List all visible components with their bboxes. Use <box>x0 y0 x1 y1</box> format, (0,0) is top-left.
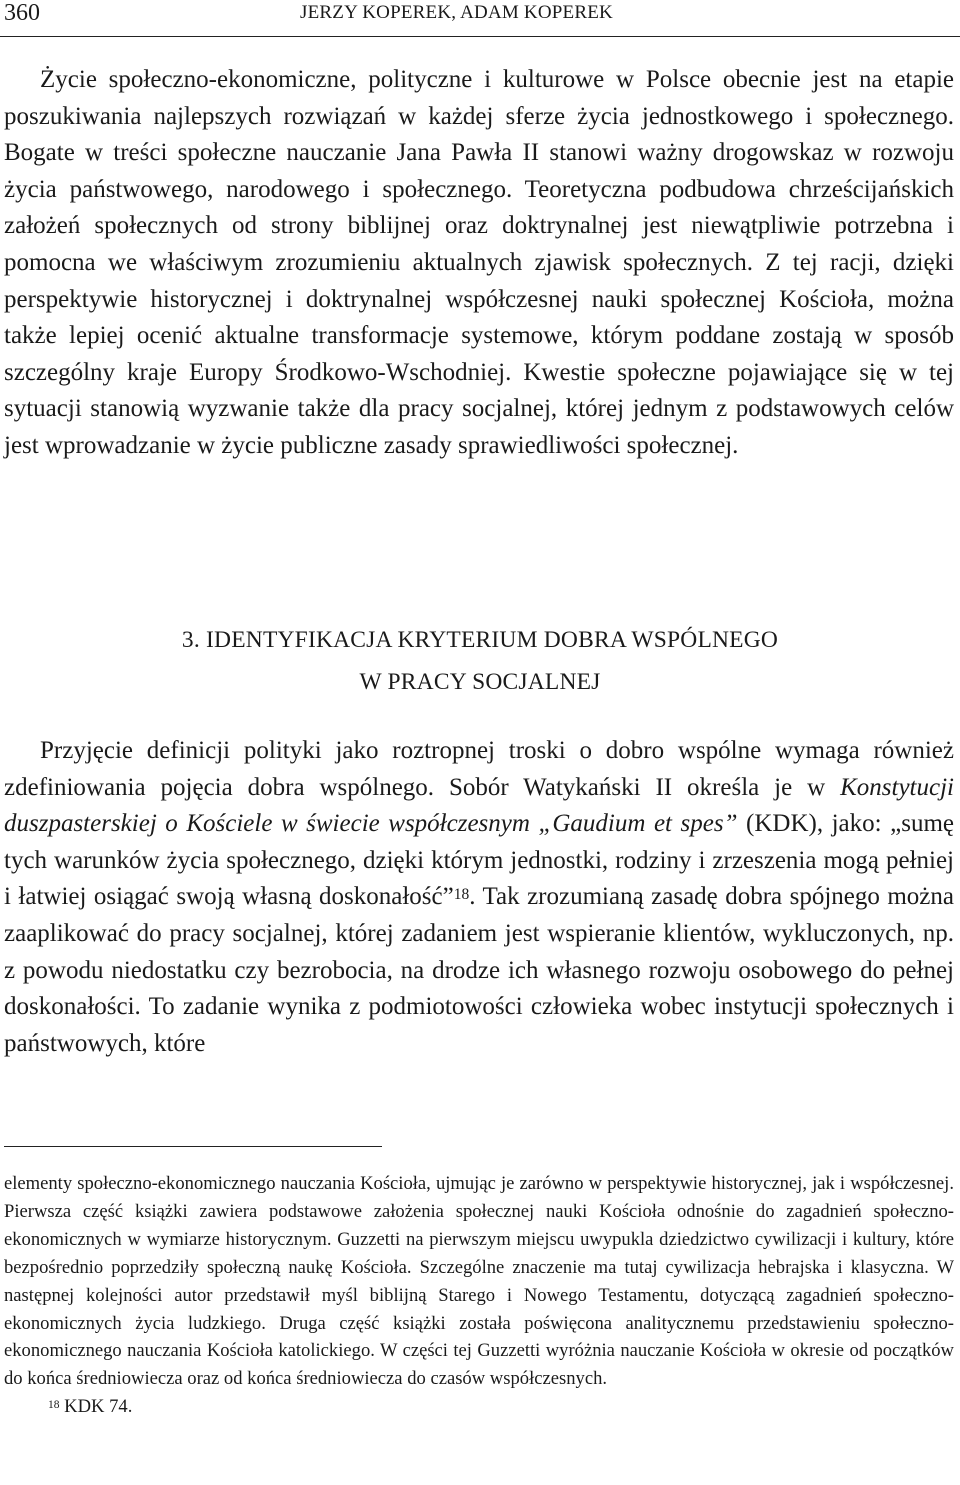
paragraph-1: Życie społeczno-ekonomiczne, polityczne i kulturowe w Polsce obecnie jest na etapie poszukiwania najlepszych rozwiązań w każdej sferze życia jednostkowego i społecznego. Bogate w treści społeczne nauczanie Jana Pawła II stanowi ważny drogowskaz w rozwoju życia państwowego, narodowego i społecznego. Teoretyczna podbudowa chrześcijańskich założeń społecznych od strony biblijnej oraz doktrynalnej jest niewątpliwie potrzebna i pomocna we właściwym zrozumieniu aktualnych zjawisk społecznych. Z tej racji, dzięki perspektywie historycznej i doktrynalnej współczesnej nauki społecznej Kościoła, można także lepiej ocenić aktualne transformacje systemowe, którym poddane zostają w sposób szczególny kraje Europy Środkowo-Wschodniej. Kwestie społeczne pojawiające się w tej sytuacji stanowią wyzwanie także dla pracy socjalnej, której jednym z podstawowych celów jest wprowadzanie w życie publiczne zasady sprawiedliwości społecznej. <box>4 66 954 459</box>
section-heading-line-2: W PRACY SOCJALNEJ <box>359 669 601 695</box>
footnote-18 <box>4 1393 954 1421</box>
footnote-18-number: 18 <box>48 1398 60 1411</box>
paragraph-2-italic-title: Konstytucji duszpasterskiej o Kościele w świecie współczesnym „Gaudium et spes” <box>4 773 954 838</box>
paragraph-2 <box>4 733 954 1062</box>
body-text-bottom <box>4 733 954 1062</box>
section-heading <box>0 619 960 703</box>
footnote-continued: elementy społeczno-ekonomicznego nauczania Kościoła, ujmując je zarówno w perspektywie historycznej, jak i współczesnej. Pierwsza część książki zawiera podstawowe założenia społecznej nauki Kościoła odnośnie do zagadnień społeczno-ekonomicznych w wymiarze historycznym. Guzzetti na pierwszym miejscu uwypukla dziedzictwo cywilizacji i kultury, które bezpośrednio poprzedziły społeczną naukę Kościoła. Szczególne znaczenie ma tutaj cywilizacja hebrajska i klasyczna. W następnej kolejności autor przedstawił myśl biblijną Starego i Nowego Testamentu, dotyczącą zagadnień społeczno-ekonomicznych życia ludzkiego. Druga część książki została poświęcona analitycznemu przedstawieniu społeczno-ekonomicznego nauczania Kościoła katolickiego. W części tej Guzzetti wyróżnia nauczanie Kościoła w okresie od początków do końca średniowiecza oraz od końca średniowiecza do czasów współczesnych. <box>4 1173 954 1390</box>
section-heading-line-1: 3. IDENTYFIKACJA KRYTERIUM DOBRA WSPÓLNEGO <box>181 627 779 653</box>
footnotes <box>4 1170 954 1421</box>
footnote-18-text: KDK 74. <box>64 1396 133 1418</box>
footnote-divider <box>4 1146 382 1147</box>
footnote-reference-18: 18 <box>453 886 470 904</box>
paragraph-2-part-2: (KDK), jako: „sumę tych warunków życia społecznego, dzięki którym jednostki, rodziny i zrzeszenia mogą pełniej i łatwiej osiągać swoją własną doskonałość” <box>4 810 954 911</box>
running-head: JERZY KOPEREK, ADAM KOPEREK <box>300 2 613 23</box>
page-number: 360 <box>4 0 40 26</box>
body-text-top <box>4 62 954 465</box>
paragraph-2-part-1: Przyjęcie definicji polityki jako roztropnej troski o dobro wspólne wymaga również zdefiniowania pojęcia dobra wspólnego. Sobór Watykański II określa je w <box>4 737 954 801</box>
page-header <box>0 0 960 37</box>
paragraph-2-part-3: . Tak zrozumianą zasadę dobra spójnego można zaaplikować do pracy socjalnej, której zadaniem jest wspieranie klientów, wykluczonych, np. z powodu niedostatku czy bezrobocia, na drodze ich własnego rozwoju osobowego do pełnej doskonałości. To zadanie wynika z podmiotowości człowieka wobec instytucji społecznych i państwowych, które <box>4 883 954 1057</box>
